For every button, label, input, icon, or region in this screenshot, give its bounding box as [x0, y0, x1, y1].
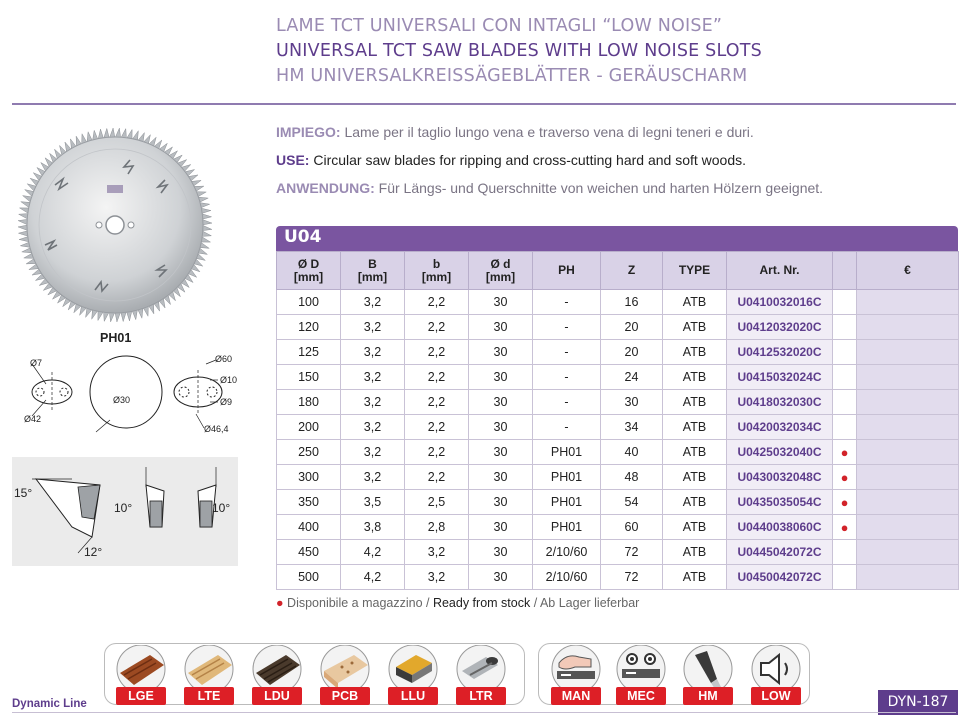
table-cell: 48: [601, 465, 663, 490]
table-cell: 4,2: [341, 565, 405, 590]
article-number-cell: U0445042072C: [727, 540, 833, 565]
table-cell: 20: [601, 315, 663, 340]
table-cell: ATB: [663, 565, 727, 590]
stock-indicator-cell: [833, 365, 857, 390]
stock-indicator-cell: ●: [833, 490, 857, 515]
table-cell: 2,2: [405, 440, 469, 465]
hole-right-9: Ø9: [220, 397, 233, 407]
table-cell: 2,2: [405, 365, 469, 390]
usage-english: USE: Circular saw blades for ripping and cross-cutting hard and soft woods.: [276, 152, 747, 168]
ph01-label: PH01: [100, 331, 132, 345]
table-cell: ATB: [663, 440, 727, 465]
column-header: b [mm]: [405, 252, 469, 290]
price-cell: [857, 290, 959, 315]
hole-right-46: Ø46,4: [204, 424, 229, 434]
table-cell: -: [533, 290, 601, 315]
table-cell: 2/10/60: [533, 565, 601, 590]
table-cell: 20: [601, 340, 663, 365]
table-cell: 2,2: [405, 290, 469, 315]
materials-label: LGE: [116, 687, 166, 705]
stock-indicator-cell: [833, 340, 857, 365]
table-cell: -: [533, 340, 601, 365]
table-row: [277, 515, 959, 540]
table-cell: 2/10/60: [533, 540, 601, 565]
table-row: [277, 490, 959, 515]
table-cell: 30: [469, 290, 533, 315]
stock-legend: ● Disponibile a magazzino / Ready from stock / Ab Lager lieferbar: [276, 596, 640, 610]
table-cell: 30: [469, 565, 533, 590]
table-row: [277, 540, 959, 565]
table-cell: ATB: [663, 315, 727, 340]
column-header: PH: [533, 252, 601, 290]
title-italian: LAME TCT UNIVERSALI CON INTAGLI “LOW NOISE”: [276, 16, 723, 36]
angle-10-left: 10°: [114, 501, 133, 515]
tooth-geometry-icon: [12, 457, 238, 566]
table-row: [277, 465, 959, 490]
table-row: [277, 365, 959, 390]
table-cell: 30: [469, 365, 533, 390]
column-header: B [mm]: [341, 252, 405, 290]
article-number-cell: U0440038060C: [727, 515, 833, 540]
table-cell: 500: [277, 565, 341, 590]
table-cell: 30: [469, 390, 533, 415]
table-cell: 120: [277, 315, 341, 340]
usage-italian: IMPIEGO: Lame per il taglio lungo vena e traverso vena di legni teneri e duri.: [276, 124, 754, 140]
table-cell: 3,2: [341, 390, 405, 415]
article-number-cell: U0420032034C: [727, 415, 833, 440]
price-cell: [857, 565, 959, 590]
table-cell: 30: [469, 490, 533, 515]
stock-indicator-cell: [833, 290, 857, 315]
price-cell: [857, 365, 959, 390]
blade-spec-table: [276, 251, 959, 590]
table-cell: 350: [277, 490, 341, 515]
table-cell: 3,2: [341, 315, 405, 340]
footer-line-name: Dynamic Line: [12, 698, 87, 710]
table-row: [277, 415, 959, 440]
table-cell: ATB: [663, 290, 727, 315]
table-cell: ATB: [663, 515, 727, 540]
price-cell: [857, 540, 959, 565]
materials-lge: [110, 645, 172, 707]
table-cell: ATB: [663, 365, 727, 390]
column-header: TYPE: [663, 252, 727, 290]
table-cell: 30: [469, 340, 533, 365]
pin-hole-diagram: [10, 350, 242, 440]
table-cell: 150: [277, 365, 341, 390]
table-cell: 300: [277, 465, 341, 490]
materials-label: LTR: [456, 687, 506, 705]
article-number-cell: U0425032040C: [727, 440, 833, 465]
table-cell: 3,2: [341, 365, 405, 390]
stock-indicator-cell: [833, 540, 857, 565]
angle-10-right: 10°: [212, 501, 231, 515]
column-header: Z: [601, 252, 663, 290]
features-label: LOW: [751, 687, 801, 705]
price-cell: [857, 440, 959, 465]
page-titles: [276, 14, 956, 89]
price-cell: [857, 315, 959, 340]
saw-blade-icon: [15, 125, 215, 325]
materials-lte: [178, 645, 240, 707]
stock-dot-icon: ●: [276, 596, 284, 610]
table-cell: 30: [469, 540, 533, 565]
stock-indicator-cell: ●: [833, 515, 857, 540]
price-cell: [857, 490, 959, 515]
table-cell: 3,2: [341, 340, 405, 365]
table-row: [277, 390, 959, 415]
features-low: [745, 645, 807, 707]
table-cell: 54: [601, 490, 663, 515]
table-cell: 3,5: [341, 490, 405, 515]
column-header: Ø d [mm]: [469, 252, 533, 290]
column-header: €: [857, 252, 959, 290]
materials-label: LLU: [388, 687, 438, 705]
footer-divider: [12, 712, 956, 713]
table-cell: ATB: [663, 390, 727, 415]
stock-indicator-cell: [833, 415, 857, 440]
table-header-row: [277, 252, 959, 290]
table-body: [277, 290, 959, 590]
table-cell: 3,2: [405, 540, 469, 565]
materials-ldu: [246, 645, 308, 707]
materials-label: PCB: [320, 687, 370, 705]
table-cell: ATB: [663, 490, 727, 515]
table-cell: 72: [601, 540, 663, 565]
table-cell: 30: [469, 315, 533, 340]
article-number-cell: U0415032024C: [727, 365, 833, 390]
table-title-bar: [276, 226, 958, 251]
stock-indicator-cell: [833, 315, 857, 340]
table-code: U04: [284, 227, 322, 247]
column-header: Ø D [mm]: [277, 252, 341, 290]
table-cell: 3,2: [405, 565, 469, 590]
page-number-badge: DYN-187: [878, 690, 958, 715]
table-cell: 200: [277, 415, 341, 440]
price-cell: [857, 515, 959, 540]
hole-center-30: Ø30: [113, 395, 131, 405]
table-cell: 2,2: [405, 315, 469, 340]
price-cell: [857, 465, 959, 490]
usage-block: [276, 118, 956, 202]
table-row: [277, 565, 959, 590]
table-cell: 30: [469, 465, 533, 490]
table-cell: 125: [277, 340, 341, 365]
tooth-geometry-diagram: [12, 457, 238, 566]
article-number-cell: U0430032048C: [727, 465, 833, 490]
table-cell: -: [533, 415, 601, 440]
table-cell: PH01: [533, 465, 601, 490]
table-cell: PH01: [533, 440, 601, 465]
features-label: MAN: [551, 687, 601, 705]
table-cell: -: [533, 390, 601, 415]
features-hm: [677, 645, 739, 707]
table-cell: 34: [601, 415, 663, 440]
table-cell: PH01: [533, 515, 601, 540]
table-cell: 2,8: [405, 515, 469, 540]
table-row: [277, 290, 959, 315]
article-number-cell: U0410032016C: [727, 290, 833, 315]
price-cell: [857, 415, 959, 440]
table-cell: 30: [469, 515, 533, 540]
article-number-cell: U0412032020C: [727, 315, 833, 340]
table-row: [277, 340, 959, 365]
materials-label: LTE: [184, 687, 234, 705]
table-cell: 3,8: [341, 515, 405, 540]
angle-12: 12°: [84, 545, 103, 559]
title-english: UNIVERSAL TCT SAW BLADES WITH LOW NOISE SLOTS: [276, 41, 762, 61]
stock-indicator-cell: [833, 390, 857, 415]
price-cell: [857, 340, 959, 365]
hole-right-60: Ø60: [215, 354, 233, 364]
hole-left-42: Ø42: [24, 414, 42, 424]
column-header: Art. Nr.: [727, 252, 833, 290]
table-cell: -: [533, 365, 601, 390]
materials-label: LDU: [252, 687, 302, 705]
title-german: HM UNIVERSALKREISSÄGEBLÄTTER - GERÄUSCHARM: [276, 66, 748, 86]
saw-blade-image: [15, 125, 215, 325]
article-number-cell: U0418032030C: [727, 390, 833, 415]
materials-pcb: [314, 645, 376, 707]
table-cell: ATB: [663, 340, 727, 365]
table-cell: 2,2: [405, 340, 469, 365]
article-number-cell: U0450042072C: [727, 565, 833, 590]
stock-indicator-cell: [833, 565, 857, 590]
table-cell: 450: [277, 540, 341, 565]
table-cell: 30: [469, 440, 533, 465]
article-number-cell: U0412532020C: [727, 340, 833, 365]
features-label: HM: [683, 687, 733, 705]
table-cell: -: [533, 315, 601, 340]
table-cell: ATB: [663, 540, 727, 565]
table-cell: 3,2: [341, 465, 405, 490]
table-cell: 400: [277, 515, 341, 540]
table-row: [277, 315, 959, 340]
table-cell: 250: [277, 440, 341, 465]
table-cell: 72: [601, 565, 663, 590]
features-man: [545, 645, 607, 707]
table-cell: ATB: [663, 465, 727, 490]
table-cell: 180: [277, 390, 341, 415]
materials-ltr: [450, 645, 512, 707]
table-cell: 3,2: [341, 415, 405, 440]
angle-15: 15°: [14, 486, 33, 500]
stock-indicator-cell: ●: [833, 465, 857, 490]
table-cell: 3,2: [341, 290, 405, 315]
price-cell: [857, 390, 959, 415]
table-cell: 4,2: [341, 540, 405, 565]
table-cell: PH01: [533, 490, 601, 515]
table-cell: 30: [469, 415, 533, 440]
table-cell: 2,2: [405, 390, 469, 415]
usage-german: ANWENDUNG: Für Längs- und Querschnitte von weichen und harten Hölzern geeignet.: [276, 180, 824, 196]
materials-llu: [382, 645, 444, 707]
column-header: [833, 252, 857, 290]
table-cell: 2,5: [405, 490, 469, 515]
table-cell: 30: [601, 390, 663, 415]
pin-hole-diagram-icon: [10, 350, 242, 440]
features-label: MEC: [616, 687, 666, 705]
table-cell: 24: [601, 365, 663, 390]
table-row: [277, 440, 959, 465]
table-cell: 3,2: [341, 440, 405, 465]
stock-indicator-cell: ●: [833, 440, 857, 465]
hole-right-10: Ø10: [220, 375, 238, 385]
hole-left-7: Ø7: [30, 358, 43, 368]
table-cell: 16: [601, 290, 663, 315]
features-mec: [610, 645, 672, 707]
title-divider: [12, 103, 956, 105]
article-number-cell: U0435035054C: [727, 490, 833, 515]
table-cell: 2,2: [405, 415, 469, 440]
table-cell: 40: [601, 440, 663, 465]
table-cell: 2,2: [405, 465, 469, 490]
table-cell: 60: [601, 515, 663, 540]
table-cell: 100: [277, 290, 341, 315]
table-cell: ATB: [663, 415, 727, 440]
